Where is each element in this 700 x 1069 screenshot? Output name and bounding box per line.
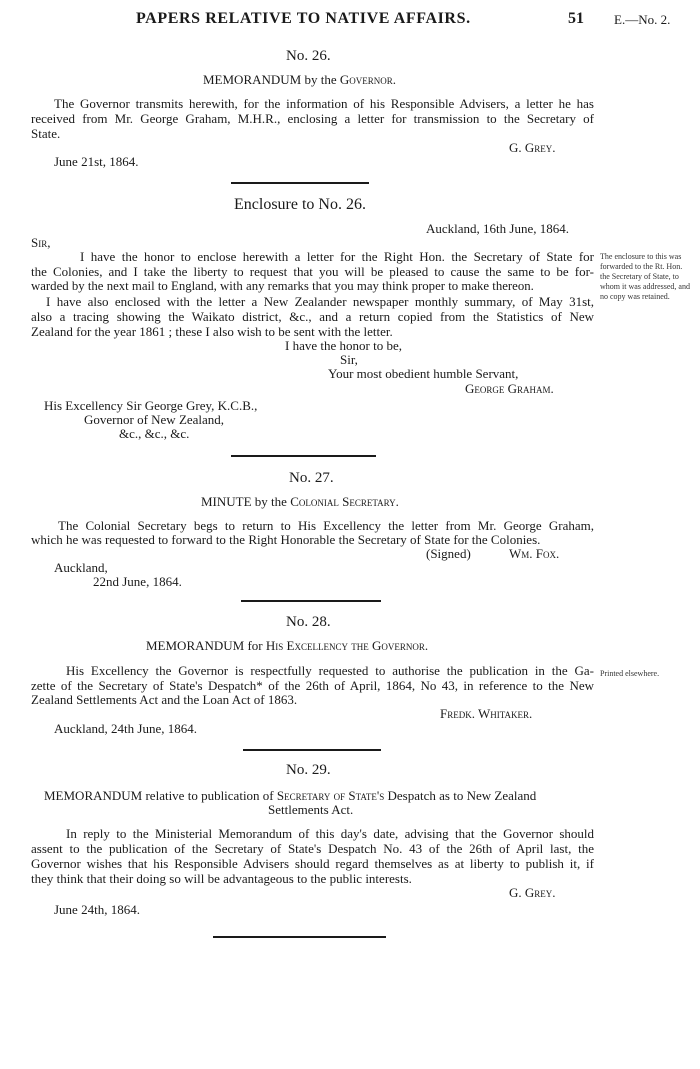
- enclosure26-body-line-4: I have also enclosed with the letter a New Zealander newspaper monthly summary, of May 31st,: [46, 294, 594, 309]
- doc27-date: 22nd June, 1864.: [93, 574, 182, 589]
- enclosure26-addressee-3: &c., &c., &c.: [119, 426, 190, 441]
- doc26-heading: [203, 72, 396, 88]
- enclosure26-addressee-2: Governor of New Zealand,: [84, 412, 225, 427]
- enclosure26-addressee-1: His Excellency Sir George Grey, K.C.B.,: [44, 398, 258, 413]
- doc27-number: No. 27.: [289, 470, 334, 486]
- doc27-heading-colonial-secretary: Colonial Secretary.: [290, 494, 399, 509]
- enclosure26-signature: George Graham.: [465, 381, 554, 396]
- enclosure26-body-line-1: I have the honor to enclose herewith a letter for the Right Hon. the Secretary of State for: [80, 249, 594, 264]
- doc29-body-line-3: Governor wishes that his Responsible Advisers should regard themselves as at liberty to publish it, if: [31, 856, 594, 871]
- doc27-place: Auckland,: [54, 560, 108, 575]
- doc28-body-line-1: His Excellency the Governor is respectfully requested to authorise the publication in the Ga-: [66, 663, 594, 678]
- doc28-margin-note: Printed elsewhere.: [600, 669, 660, 678]
- doc29-signature: G. Grey.: [509, 885, 556, 900]
- doc29-heading-prefix: MEMORANDUM relative to publication of: [44, 788, 274, 803]
- doc29-heading-line-2: Settlements Act.: [268, 802, 354, 817]
- doc26-body-line-2: received from Mr. George Graham, M.H.R., enclosing a letter for transmission to the Secretary of: [31, 111, 594, 126]
- doc26-heading-governor: Governor.: [339, 72, 397, 87]
- doc27-heading-prefix: MINUTE by the: [201, 494, 287, 509]
- doc29-date: June 24th, 1864.: [54, 902, 140, 917]
- doc28-heading: [146, 638, 428, 654]
- page-number: 51: [568, 10, 584, 27]
- doc29-heading-secretary-of-state: Secretary of State's: [276, 788, 385, 803]
- doc26-date: June 21st, 1864.: [54, 154, 139, 169]
- doc29-number: No. 29.: [286, 762, 331, 778]
- section-divider-2: [231, 455, 376, 457]
- enclosure26-body-line-6: Zealand for the year 1861 ; these I also wish to be sent with the letter.: [31, 324, 393, 339]
- doc29-body-line-2: assent to the publication of the Secretary of State's Despatch No. 43 of the 26th of April last, the: [31, 841, 594, 856]
- doc26-number: No. 26.: [286, 48, 331, 64]
- doc28-date: Auckland, 24th June, 1864.: [54, 721, 197, 736]
- enclosure26-salutation: Sir,: [31, 235, 51, 250]
- doc26-heading-prefix: MEMORANDUM by the: [203, 72, 337, 87]
- doc28-signature: Fredk. Whitaker.: [440, 706, 533, 721]
- section-divider-4: [243, 749, 381, 751]
- enclosure26-margin-note: The enclosure to this was forwarded to the Rt. Hon. the Secretary of State, to whom it was addressed, and no copy was retained.: [600, 252, 690, 301]
- doc26-signature: G. Grey.: [509, 140, 556, 155]
- enclosure26-body-line-3: warded by the next mail to England, with any remarks that you may think proper to make thereon.: [31, 279, 534, 293]
- doc29-heading-suffix: Despatch as to New Zealand: [387, 788, 537, 803]
- enclosure26-place-date: Auckland, 16th June, 1864.: [426, 221, 569, 236]
- section-divider-end: [213, 936, 386, 938]
- doc28-body-line-2: zette of the Secretary of State's Despatch* of the 26th of April, 1864, No 43, in reference to the New: [31, 678, 594, 693]
- doc28-body-line-3: Zealand Settlements Act and the Loan Act of 1863.: [31, 692, 298, 707]
- enclosure26-title: Enclosure to No. 26.: [234, 196, 366, 213]
- doc28-heading-governor: His Excellency the Governor.: [265, 638, 429, 653]
- doc26-body-line-3: State.: [31, 126, 61, 141]
- enclosure26-closing-3: Your most obedient humble Servant,: [328, 366, 519, 381]
- running-header-title: PAPERS RELATIVE TO NATIVE AFFAIRS.: [136, 10, 471, 27]
- doc28-number: No. 28.: [286, 614, 331, 630]
- enclosure26-closing-2: Sir,: [340, 352, 358, 367]
- doc29-body-line-4: they think that their doing so will be advantageous to the public interests.: [31, 871, 412, 886]
- doc26-body-line-1: The Governor transmits herewith, for the information of his Responsible Advisers, a letter he has: [54, 96, 594, 111]
- doc27-heading: [201, 494, 399, 510]
- doc27-signature: Wm. Fox.: [509, 546, 560, 561]
- enclosure26-body-line-5: also a tracing showing the Waikato district, &c., and a return copied from the Statistics of New: [31, 309, 594, 324]
- doc28-heading-prefix: MEMORANDUM for: [146, 638, 263, 653]
- enclosure26-body-line-2: the Colonies, and I take the liberty to request that you will be pleased to cause the same to be for-: [31, 264, 594, 279]
- section-divider-3: [241, 600, 381, 602]
- doc27-body-line-2: which he was requested to forward to the Right Honorable the Secretary of State for the Colonies.: [31, 532, 541, 547]
- enclosure26-closing-1: I have the honor to be,: [285, 338, 402, 353]
- doc29-body-line-1: In reply to the Ministerial Memorandum of this day's date, advising that the Governor should: [66, 826, 594, 841]
- doc27-signed: (Signed): [426, 546, 471, 561]
- doc27-body-line-1: The Colonial Secretary begs to return to His Excellency the letter from Mr. George Graham,: [58, 518, 594, 533]
- document-reference: E.—No. 2.: [614, 12, 671, 27]
- section-divider-1: [231, 182, 369, 184]
